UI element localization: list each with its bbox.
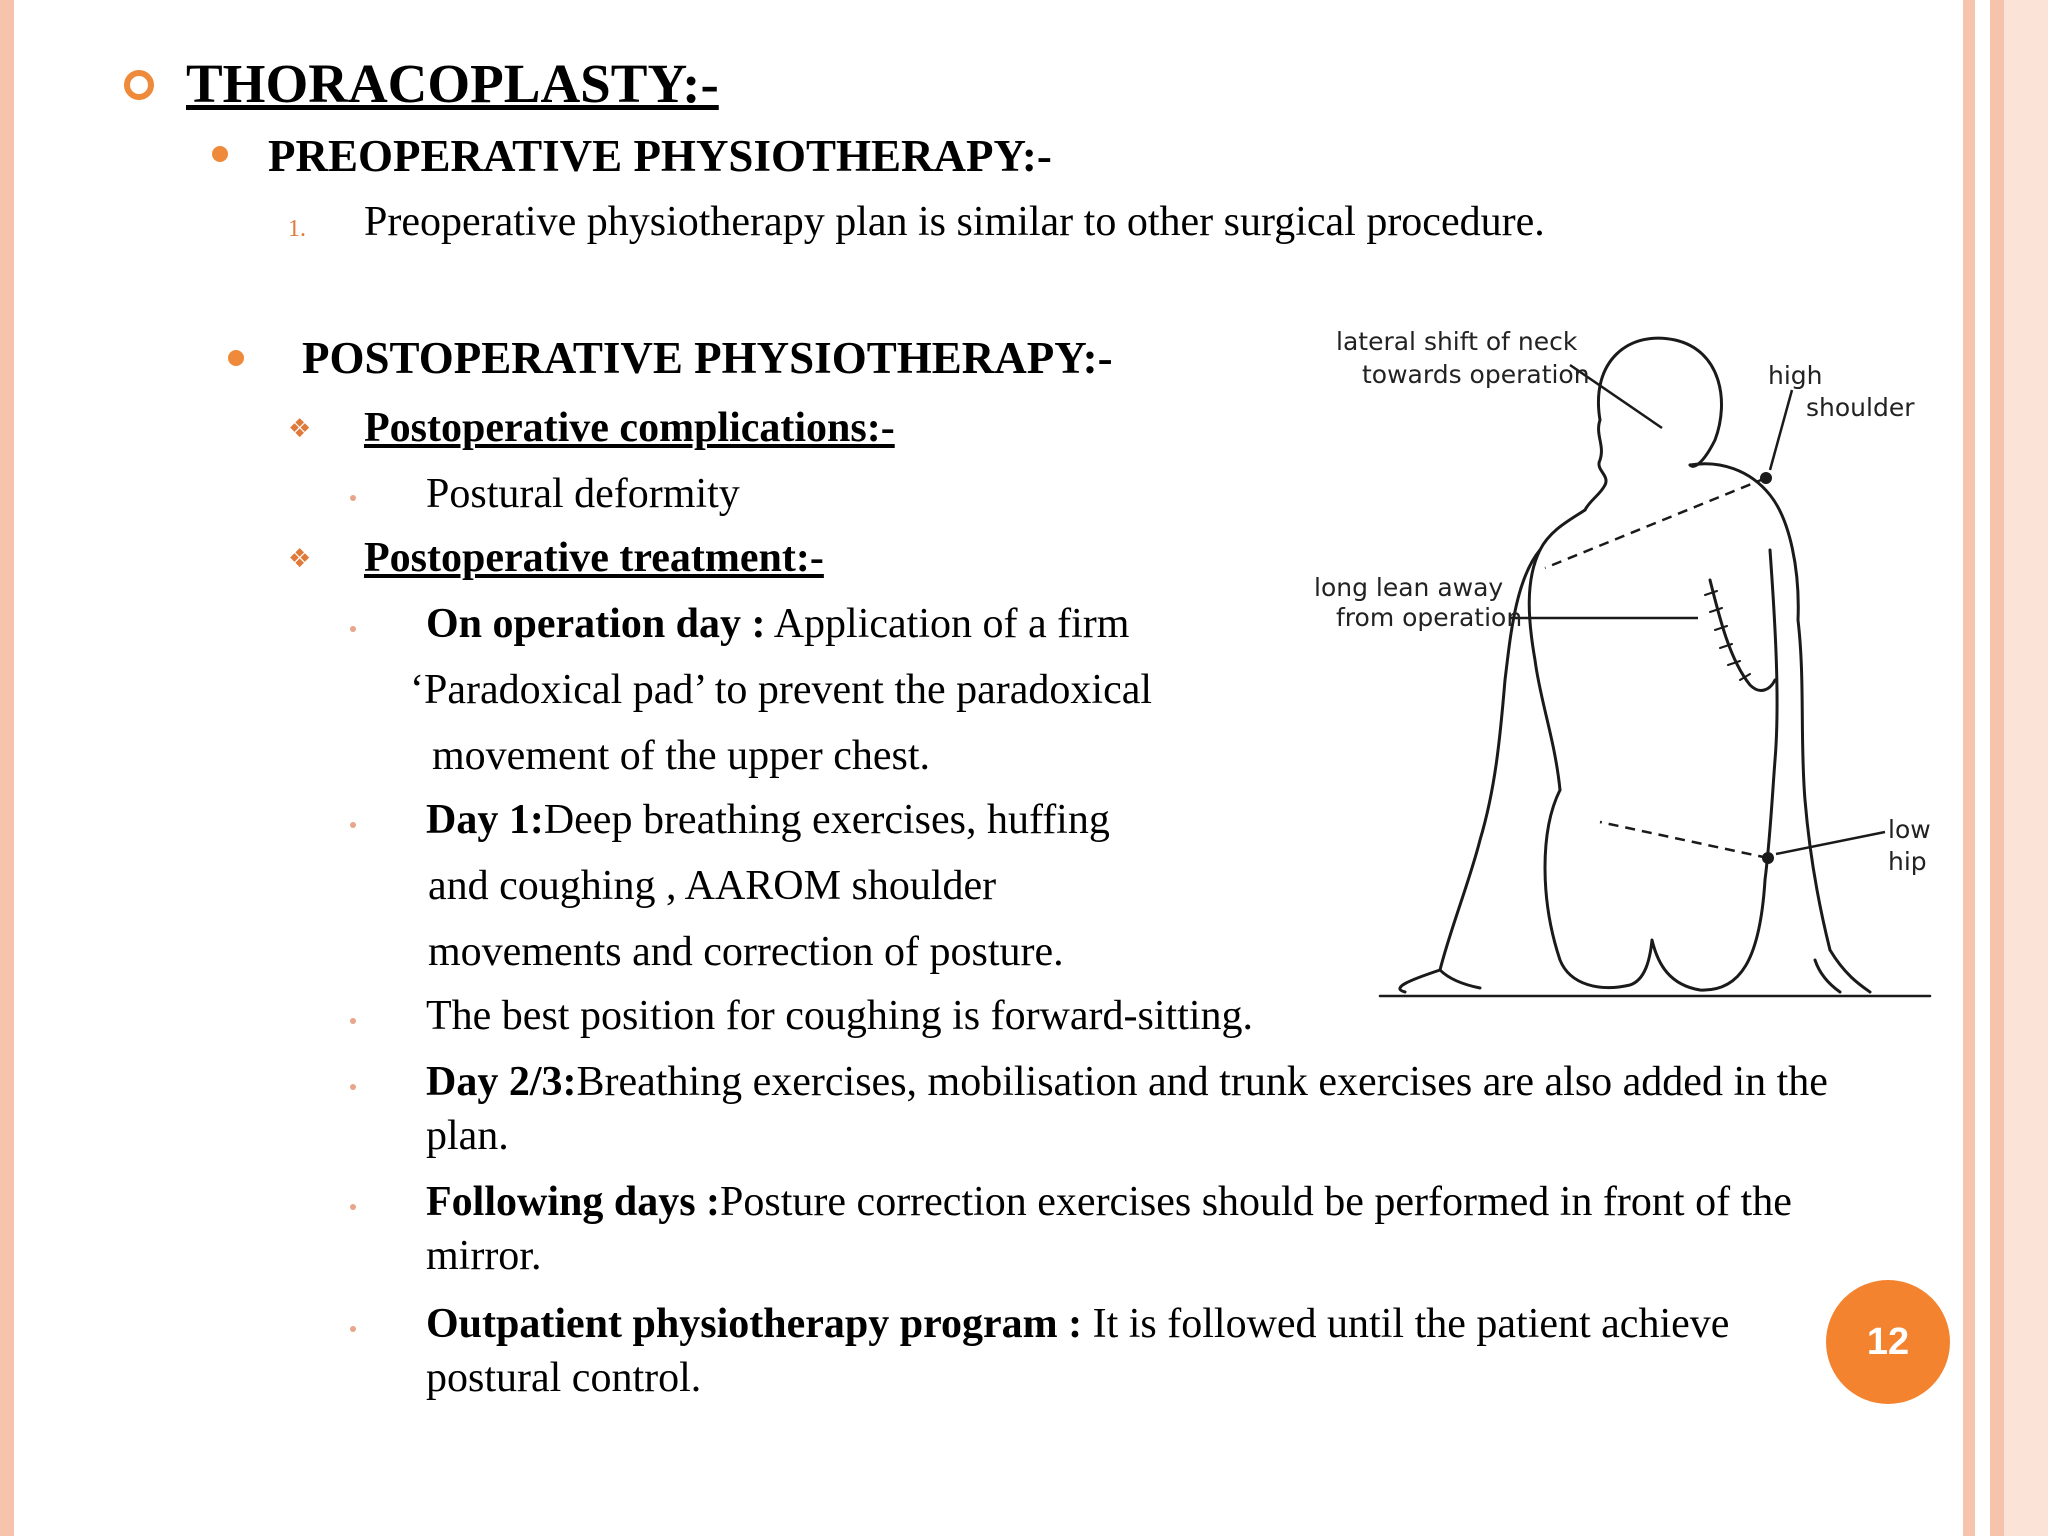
diamond-bullet-icon: ❖ (288, 544, 312, 574)
postop-heading: POSTOPERATIVE PHYSIOTHERAPY:- (302, 333, 1113, 383)
small-bullet-icon (350, 1018, 356, 1024)
figure-buttocks (1545, 790, 1765, 990)
treatment-text: Application of a firm (765, 601, 1130, 647)
label-hip-line1: low (1888, 815, 1931, 844)
treatment-item-line: mirror. (426, 1233, 542, 1279)
shoulder-leader-line (1770, 390, 1792, 470)
left-border (0, 0, 14, 1536)
hip-marker (1762, 852, 1774, 864)
treatment-item-line: movements and correction of posture. (428, 929, 1064, 975)
label-hip-line2: hip (1888, 847, 1927, 876)
slide-title: THORACOPLASTY:- (186, 53, 719, 114)
label-shoulder-line2: shoulder (1806, 393, 1915, 422)
hip-leader-line (1776, 832, 1885, 854)
bullet-dot-icon (212, 146, 228, 162)
treatment-text: Deep breathing exercises, huffing (543, 797, 1110, 843)
treatment-item-line: plan. (426, 1113, 509, 1159)
small-bullet-icon (350, 626, 356, 632)
bullet-dot-icon (228, 350, 244, 366)
figure-right-arm (1798, 620, 1830, 950)
treatment-item-line: and coughing , AAROM shoulder (428, 863, 997, 909)
treatment-text: It is followed until the patient achieve (1082, 1301, 1730, 1347)
preop-item-text: Preoperative physiotherapy plan is similar to other surgical procedure. (364, 199, 1545, 245)
treatment-label: Day 2/3: (426, 1059, 577, 1105)
shoulder-marker (1760, 472, 1772, 484)
small-bullet-icon (350, 1326, 356, 1332)
shoulder-tilt-line (1545, 478, 1766, 568)
figure-head (1598, 338, 1721, 466)
small-bullet-icon (350, 1084, 356, 1090)
treatment-label: Outpatient physiotherapy program : (426, 1301, 1083, 1347)
preop-heading: PREOPERATIVE PHYSIOTHERAPY:- (268, 131, 1052, 181)
figure-right-torso (1765, 550, 1777, 880)
right-border-stripe (1963, 0, 1975, 1536)
treatment-label: On operation day : (426, 601, 766, 647)
small-bullet-icon (350, 822, 356, 828)
posture-diagram (1300, 320, 1940, 1000)
label-lean-line1: long lean away (1314, 573, 1504, 602)
treatment-text: Breathing exercises, mobilisation and trunk exercises are also added in the (576, 1059, 1828, 1105)
right-border-band (2004, 0, 2048, 1536)
complication-item: Postural deformity (426, 471, 740, 517)
treatment-item-line (426, 1178, 1792, 1226)
label-neck-line2: towards operation (1362, 360, 1590, 389)
right-border-stripe (1990, 0, 2004, 1536)
figure-face (1599, 420, 1606, 485)
treatment-item-line: ‘Paradoxical pad’ to prevent the paradoxical (410, 667, 1153, 713)
treatment-text: Posture correction exercises should be performed in front of the (720, 1179, 1792, 1225)
treatment-label: Following days : (426, 1179, 721, 1225)
label-neck-line1: lateral shift of neck (1336, 327, 1578, 356)
treatment-item-line (426, 1058, 1828, 1106)
label-lean-line2: from operation (1336, 603, 1523, 632)
treatment-heading: Postoperative treatment:- (364, 535, 824, 581)
figure-neck (1585, 485, 1605, 510)
figure-left-hand (1400, 970, 1480, 992)
title-bullet-icon (124, 70, 154, 100)
figure-scar (1710, 580, 1775, 690)
treatment-item-line (426, 600, 1129, 648)
figure-right-hand (1815, 950, 1870, 992)
label-shoulder-line1: high (1768, 361, 1823, 390)
treatment-item-line (426, 796, 1110, 844)
treatment-label: Day 1: (426, 797, 544, 843)
treatment-item-line: The best position for coughing is forward-sitting. (426, 993, 1254, 1039)
treatment-item-line: postural control. (426, 1355, 702, 1401)
list-number: 1. (288, 216, 306, 242)
small-bullet-icon (350, 495, 356, 501)
complications-heading: Postoperative complications:- (364, 405, 895, 451)
page-number-badge: 12 (1826, 1280, 1950, 1404)
treatment-item-line (426, 1300, 1729, 1348)
small-bullet-icon (350, 1204, 356, 1210)
treatment-item-line: movement of the upper chest. (432, 733, 931, 779)
diamond-bullet-icon: ❖ (288, 414, 312, 444)
hip-tilt-line (1600, 822, 1768, 858)
